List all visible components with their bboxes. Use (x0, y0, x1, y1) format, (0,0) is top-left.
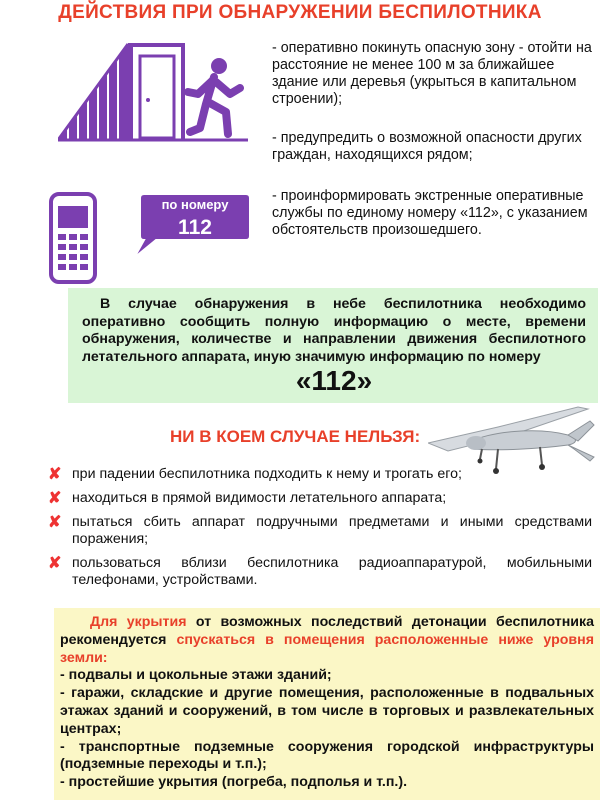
shelter-intro-red1: Для укрытия (90, 614, 187, 630)
phone-bubble (142, 197, 248, 240)
forbidden-list (44, 466, 592, 589)
forbidden-item (44, 514, 592, 548)
forbidden-title: НИ В КОЕМ СЛУЧАЕ НЕЛЬЗЯ: (170, 427, 421, 446)
report-info-text: В случае обнаружения в небе беспилотника необходимо оперативно сообщить полную информацию о месте, времени обнаружения, количестве и направлении движения беспилотного летательного аппарата, иную значимую информацию по номеру (82, 296, 586, 365)
cross-icon: ✘ (48, 514, 62, 531)
shelter-item: - транспортные подземные сооружения городской инфраструктуры (подземные переходы и т.п.); (60, 738, 594, 773)
stairs-door-runner-icon (58, 42, 248, 142)
cross-icon: ✘ (48, 490, 62, 507)
forbidden-item-text: находиться в прямой видимости летательного аппарата; (72, 490, 447, 506)
report-info-number: «112» (295, 365, 373, 396)
forbidden-item-text: пользоваться вблизи беспилотника радиоаппаратурой, мобильными телефонами, устройствами. (72, 555, 592, 588)
bubble-line1: по номеру (161, 197, 229, 212)
action-call-112: - проинформировать экстренные оперативные службы по единому номеру «112», с указанием обстоятельств произошедшего. (272, 188, 588, 238)
forbidden-item-text: пытаться сбить аппарат подручными предметами и иными средствами поражения; (72, 514, 592, 547)
report-info-box (68, 288, 598, 403)
page-title: ДЕЙСТВИЯ ПРИ ОБНАРУЖЕНИИ БЕСПИЛОТНИКА (58, 2, 542, 23)
forbidden-item (44, 490, 592, 507)
bubble-number: 112 (178, 216, 212, 239)
forbidden-item (44, 466, 592, 483)
shelter-intro-plain: от возможных последствий детонации беспилотника рекомендуется (60, 614, 594, 648)
shelter-item: - гаражи, складские и другие помещения, расположенные в подвальных этажах зданий и сооружений, в том числе в торговых и развлекательных центрах; (60, 685, 594, 737)
shelter-intro-red2: спускаться в помещения расположенные ниже уровня земли: (60, 631, 594, 666)
cross-icon: ✘ (48, 466, 62, 483)
shelter-box (54, 608, 600, 800)
action-warn-others: - предупредить о возможной опасности других граждан, находящихся рядом; (272, 130, 582, 163)
forbidden-item (44, 555, 592, 589)
action-leave-zone: - оперативно покинуть опасную зону - отойти на расстояние не менее 100 м за ближайшее здание или деревья (укрыться в капитальном строении); (272, 40, 592, 107)
forbidden-item-text: при падении беспилотника подходить к нему и трогать его; (72, 466, 462, 482)
cross-icon: ✘ (48, 555, 62, 572)
shelter-intro (60, 614, 594, 667)
shelter-item: - простейшие укрытия (погреба, подполья и т.п.). (60, 774, 408, 791)
shelter-item: - подвалы и цокольные этажи зданий; (60, 667, 332, 684)
